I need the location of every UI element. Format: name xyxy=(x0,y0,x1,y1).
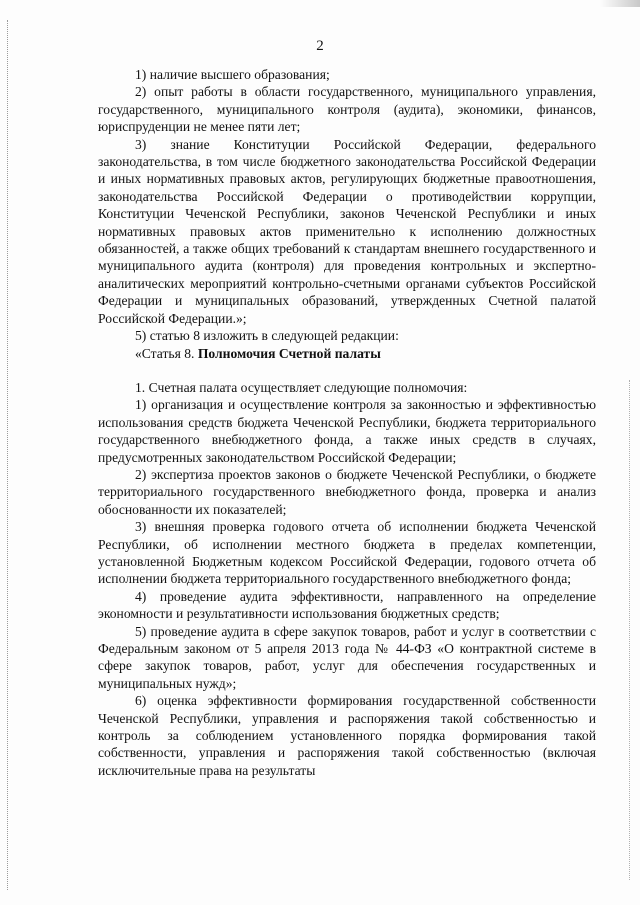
article-paragraph-5: 5) проведение аудита в сфере закупок товаров, работ и услуг в соответствии с Федеральным законом от 5 апреля 2013 года № 44-ФЗ «О контрактной системе в сфере закупок товаров, работ, услуг для обеспечения государственных и муниципальных нужд»; xyxy=(98,623,596,691)
article-paragraph-1: 1) организация и осуществление контроля за законностью и эффективностью использования средств бюджета Чеченской Республики, бюджета территориального государственного внебюджетного фонда, а также иных средств в случаях, предусмотренных законодательством Российской Федерации; xyxy=(98,397,596,465)
paragraph-experience: 2) опыт работы в области государственного, муниципального управления, государственного, муниципального контроля (аудита), экономики, финансов, юриспруденции не менее пяти лет; xyxy=(98,84,596,135)
article-heading xyxy=(98,345,596,362)
article-heading-prefix: «Статья 8. xyxy=(135,345,198,361)
paragraph-education: 1) наличие высшего образования; xyxy=(135,67,330,82)
scan-corner-mark xyxy=(600,0,640,7)
paragraph-knowledge: 3) знание Конституции Российской Федерации, федерального законодательства, в том числе бюджетного законодательства Российской Федерации и иных нормативных правовых актов, регулирующих бюджетные правоотношения, законодательства Российской Федерации о противодействии коррупции, Конституции Чеченской Республики, законов Чеченской Республики и иных нормативных правовых актов применительно к исполнению должностных обязанностей, а также общих требований к стандартам внешнего государственного и муниципального аудита (контроля) для проведения контрольных и экспертно-аналитических мероприятий контрольно-счетными органами субъектов Российской Федерации и муниципальных образований, утвержденных Счетной палатой Российской Федерации.»; xyxy=(98,136,596,326)
article-paragraph-2: 2) экспертиза проектов законов о бюджете Чеченской Республики, о бюджете территориального государственного внебюджетного фонда, проверка и анализ обоснованности их показателей; xyxy=(98,466,596,517)
document-body xyxy=(98,66,596,779)
page-number: 2 xyxy=(316,38,324,54)
scan-edge-left xyxy=(7,20,9,890)
scan-edge-right xyxy=(629,380,631,880)
article-paragraph-6: 6) оценка эффективности формирования государственной собственности Чеченской Республики, управления и распоряжения такой собственностью и контроль за соблюдением установленного порядка формирования такой собственности, управления и распоряжения такой собственностью (включая исключительные права на результаты xyxy=(98,693,596,778)
article-heading-title: Полномочия Счетной палаты xyxy=(197,345,381,361)
paragraph-article-8-amendment: 5) статью 8 изложить в следующей редакции: xyxy=(135,328,399,344)
article-paragraph-4: 4) проведение аудита эффективности, направленного на определение экономности и результативности использования бюджетных средств; xyxy=(98,588,596,622)
article-paragraph-3: 3) внешняя проверка годового отчета об исполнении бюджета Чеченской Республики, об исполнении местного бюджета в пределах компетенции, установленной Бюджетным кодексом Российской Федерации, годового отчета об исполнении бюджета территориального государственного внебюджетного фонда; xyxy=(98,519,596,587)
article-paragraph-intro: 1. Счетная палата осуществляет следующие полномочия: xyxy=(135,379,468,395)
